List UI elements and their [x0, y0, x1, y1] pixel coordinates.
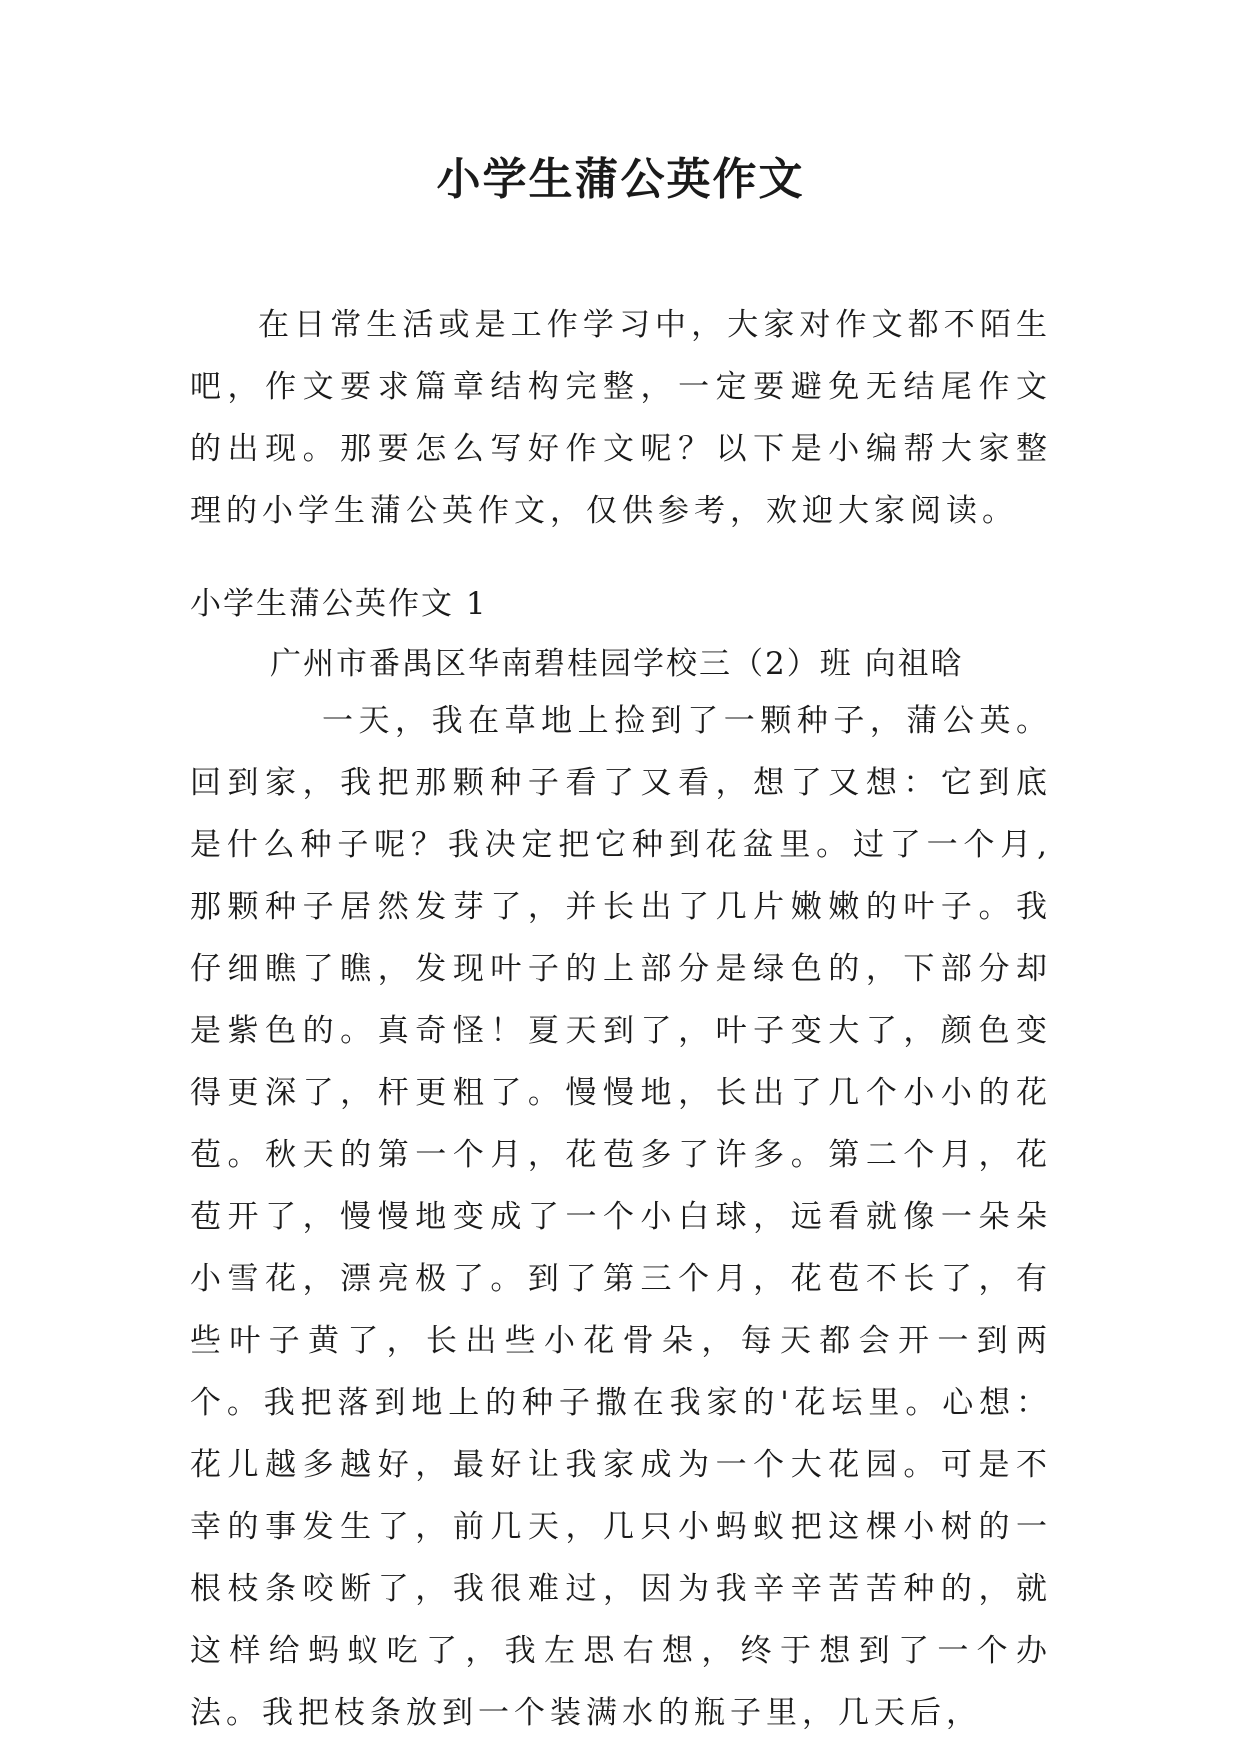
author-byline: 广州市番禺区华南碧桂园学校三（2）班 向祖晗 — [270, 646, 964, 682]
section-heading: 小学生蒲公英作文 1 — [190, 586, 488, 622]
essay-body-paragraph: 一天，我在草地上捡到了一颗种子，蒲公英。回到家，我把那颗种子看了又看，想了又想：它到底是什么种子呢？我决定把它种到花盆里。过了一个月,那颗种子居然发芽了，并长出了几片嫩嫩的叶子。我仔细瞧了瞧，发现叶子的上部分是绿色的，下部分却是紫色的。真奇怪！夏天到了，叶子变大了，颜色变得更深了，杆更粗了。慢慢地，长出了几个小小的花苞。秋天的第一个月，花苞多了许多。第二个月，花苞开了，慢慢地变成了一个小白球，远看就像一朵朵小雪花，漂亮极了。到了第三个月，花苞不长了，有些叶子黄了，长出些小花骨朵，每天都会开一到两个。我把落到地上的种子撒在我家的'花坛里。心想：花儿越多越好，最好让我家成为一个大花园。可是不幸的事发生了，前几天，几只小蚂蚁把这棵小树的一根枝条咬断了，我很难过，因为我辛辛苦苦种的，就这样给蚂蚁吃了，我左思右想，终于想到了一个办法。我把枝条放到一个装满水的瓶子里，几天后， — [190, 703, 1052, 1731]
document-title: 小学生蒲公英作文 — [436, 154, 805, 205]
intro-paragraph: 在日常生活或是工作学习中，大家对作文都不陌生吧，作文要求篇章结构完整，一定要避免无结尾作文的出现。那要怎么写好作文呢？以下是小编帮大家整理的小学生蒲公英作文，仅供参考，欢迎大家阅读。 — [190, 307, 1052, 529]
